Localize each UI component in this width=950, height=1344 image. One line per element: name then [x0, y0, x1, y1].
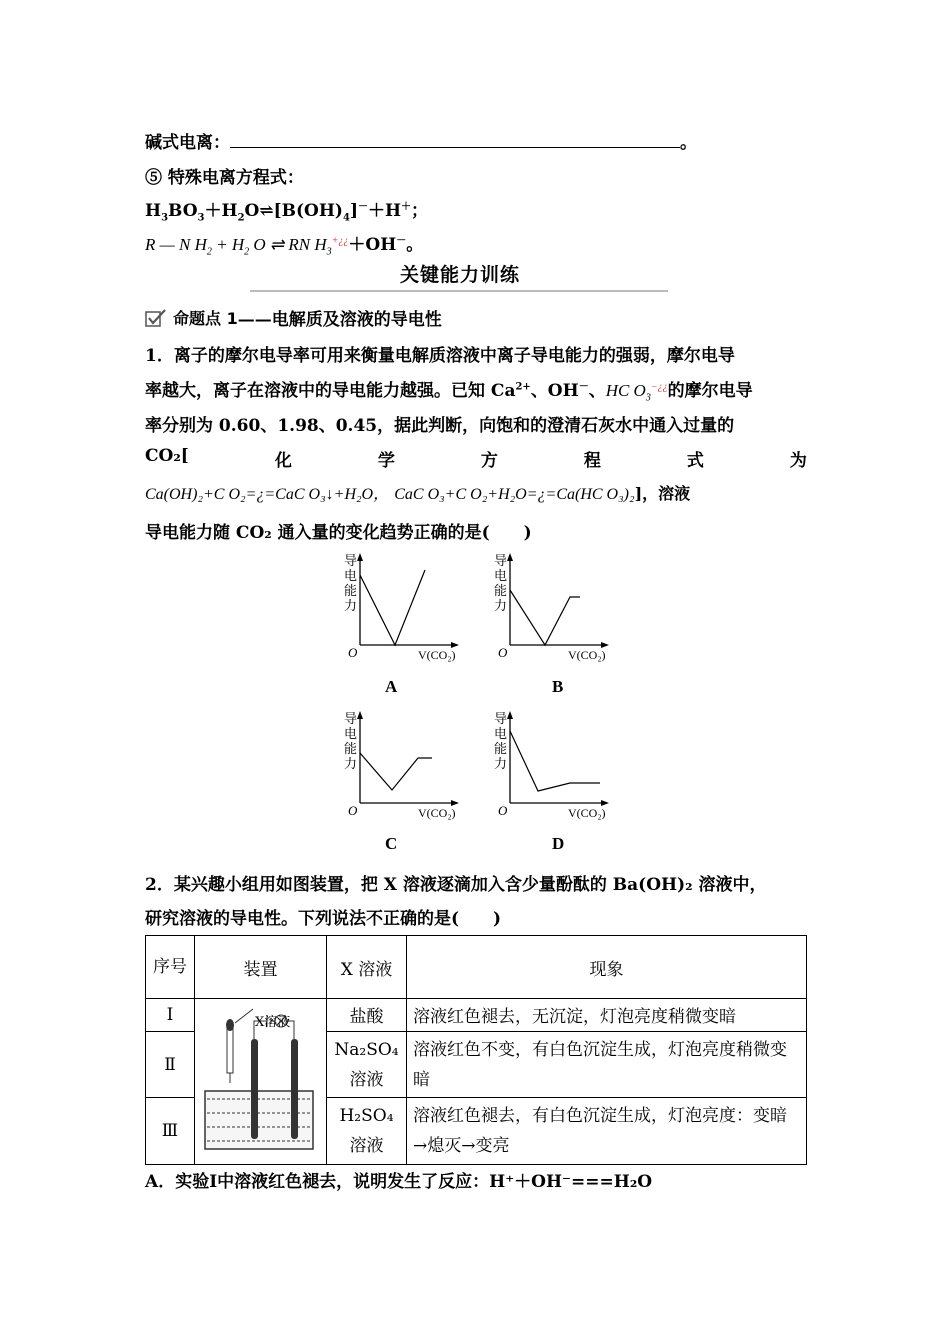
eq-text: + H [211, 235, 245, 254]
q1-sup: 2+ [515, 381, 531, 393]
row-x-solution: Na₂SO₄溶液 [327, 1031, 407, 1098]
conductivity-curve [510, 731, 600, 791]
x-axis-label: V(CO₂) [568, 806, 606, 820]
option-a[interactable]: A．实验Ⅰ中溶液红色褪去，说明发生了反应：H⁺＋OH⁻===H₂O [145, 1172, 653, 1192]
basic-ionization-label: 碱式电离： [145, 133, 230, 153]
eq-text: ＋H [367, 201, 402, 221]
eq-sup: ＋ [401, 201, 412, 213]
chart-label-c[interactable]: C [385, 834, 398, 853]
conductivity-curve [510, 590, 580, 645]
q1-line-5 [145, 481, 690, 504]
q1-sup: － [578, 381, 589, 393]
chart-label-d[interactable]: D [552, 834, 565, 853]
y-label-char: 力 [494, 599, 508, 614]
y-label-char: 能 [494, 584, 508, 599]
row-number: Ⅰ [146, 999, 195, 1032]
q1-word: 程 [583, 451, 601, 471]
eq-sup: +¿¿ [331, 235, 349, 247]
q1-sub: 3 [645, 392, 651, 404]
row-phenomenon: 溶液红色不变，有白色沉淀生成，灯泡亮度稍微变暗 [407, 1031, 807, 1098]
eq-sub: 3 [326, 246, 332, 258]
apparatus-label: X溶液 [255, 1015, 291, 1030]
y-label-char: 导 [494, 712, 508, 727]
y-label-char: 导 [494, 554, 508, 569]
row-number: Ⅱ [146, 1031, 195, 1098]
topic-text: ——电解质及溶液的导电性 [237, 310, 442, 330]
q1-equation-1: Ca(OH)₂+C O₂=¿=CaC O₃↓+H₂O， [145, 486, 390, 503]
y-label-char: 力 [344, 757, 358, 772]
topic-label: 命题点 1 [173, 309, 238, 328]
q1-word: 方 [480, 451, 498, 471]
q1-word: 为 [789, 451, 807, 471]
y-label-char: 电 [344, 569, 358, 584]
eq-text: ； [411, 201, 429, 221]
origin-label: O [498, 803, 508, 818]
q1-word: 化 [274, 451, 292, 471]
conductivity-curve [360, 753, 432, 790]
q1-line-1: 1．离子的摩尔电导率可用来衡量电解质溶液中离子导电能力的强弱，摩尔电导 [145, 346, 735, 366]
eq-sub: 3 [197, 212, 205, 224]
eq-text: H [145, 201, 162, 221]
y-axis-arrow [357, 553, 363, 561]
q1-word: 式 [686, 451, 704, 471]
eq-sub: 2 [206, 246, 212, 258]
eq-sub: 2 [237, 212, 245, 224]
eq-text: ] [349, 201, 358, 221]
q1-text: 率越大，离子在溶液中的导电能力越强。已知 Ca [145, 381, 516, 401]
amine-equation [145, 230, 423, 257]
eq-sub: 4 [342, 212, 350, 224]
origin-label: O [498, 645, 508, 660]
header-apparatus: 装置 [195, 936, 327, 999]
eq-text: 。 [406, 235, 424, 255]
y-label-char: 导 [344, 712, 358, 727]
row-x-solution: H₂SO₄溶液 [327, 1098, 407, 1165]
q1-line-4 [145, 446, 807, 471]
eq-text: BO [168, 201, 198, 221]
y-label-char: 能 [344, 584, 358, 599]
eq-sub: 2 [244, 246, 250, 258]
eq-text: ＋OH [348, 235, 397, 255]
eq-text: O ⇌ RN H [249, 235, 327, 254]
basic-ionization-line [145, 128, 697, 153]
origin-label: O [348, 803, 358, 818]
conductivity-curve [360, 570, 425, 645]
y-label-char: 电 [494, 727, 508, 742]
boric-acid-equation [145, 196, 428, 223]
y-axis-arrow [507, 711, 513, 719]
chart-label-b[interactable]: B [552, 677, 564, 696]
q1-text: 的摩尔电导 [667, 381, 753, 401]
q1-formula: HC O [605, 381, 646, 400]
section-title: 关键能力训练 [399, 264, 520, 286]
eq-text: O⇌[B(OH) [244, 201, 343, 221]
chart-label-a[interactable]: A [385, 677, 398, 696]
row-phenomenon: 溶液红色褪去，有白色沉淀生成，灯泡亮度：变暗→熄灭→变亮 [407, 1098, 807, 1165]
table-row [146, 999, 807, 1032]
row-x-solution: 盐酸 [327, 999, 407, 1032]
x-axis-label: V(CO₂) [568, 648, 606, 662]
q1-line-2 [145, 376, 753, 403]
checkbox-icon [145, 308, 167, 328]
apparatus-cell [195, 999, 327, 1165]
q1-equation-2: CaC O₃+C O₂+H₂O=¿=Ca(HC O₃)₂ [394, 486, 635, 503]
q1-line-3: 率分别为 0.60、1.98、0.45，据此判断，向饱和的澄清石灰水中通入过量的 [145, 416, 735, 436]
q1-sup: −¿¿ [650, 381, 668, 393]
eq-text: ＋H [204, 201, 238, 221]
q1-text: 、 [588, 381, 606, 401]
q1-word: 学 [377, 451, 395, 471]
q2-line-1: 2．某兴趣小组用如图装置，把 X 溶液逐滴加入含少量酚酞的 Ba(OH)₂ 溶液中， [145, 875, 767, 895]
row-number: Ⅲ [146, 1098, 195, 1165]
experiment-table [145, 935, 807, 1165]
q1-line-6: 导电能力随 CO₂ 通入量的变化趋势正确的是( ) [145, 523, 532, 543]
y-label-char: 能 [494, 742, 508, 757]
q1-text: ]，溶液 [634, 484, 691, 503]
y-label-char: 能 [344, 742, 358, 757]
eq-text: R — N H [145, 235, 207, 254]
x-axis-label: V(CO₂) [418, 648, 456, 662]
row-phenomenon: 溶液红色褪去，无沉淀，灯泡亮度稍微变暗 [407, 999, 807, 1032]
y-axis-arrow [507, 553, 513, 561]
q1-word: CO₂[ [145, 446, 189, 466]
eq-sup: － [396, 235, 407, 247]
x-axis-label: V(CO₂) [418, 806, 456, 820]
topic-heading [145, 305, 442, 330]
origin-label: O [348, 645, 358, 660]
section-divider [250, 290, 668, 292]
special-ionization-label: ⑤ 特殊电离方程式： [145, 168, 304, 188]
answer-blank[interactable] [230, 133, 680, 148]
header-number: 序号 [146, 936, 195, 999]
y-label-char: 导 [344, 554, 358, 569]
header-phenomenon: 现象 [407, 936, 807, 999]
q1-text: 、OH [530, 381, 579, 401]
y-label-char: 电 [494, 569, 508, 584]
header-x-solution: X 溶液 [327, 936, 407, 999]
y-axis-arrow [357, 711, 363, 719]
table-header-row [146, 936, 807, 999]
eq-sub: 3 [161, 212, 169, 224]
q2-line-2: 研究溶液的导电性。下列说法不正确的是( ) [145, 909, 502, 929]
conductivity-charts [0, 545, 950, 875]
basic-ionization-end: 。 [680, 133, 697, 153]
y-label-char: 力 [344, 599, 358, 614]
eq-sup: － [357, 201, 368, 213]
y-label-char: 电 [344, 727, 358, 742]
y-label-char: 力 [494, 757, 508, 772]
